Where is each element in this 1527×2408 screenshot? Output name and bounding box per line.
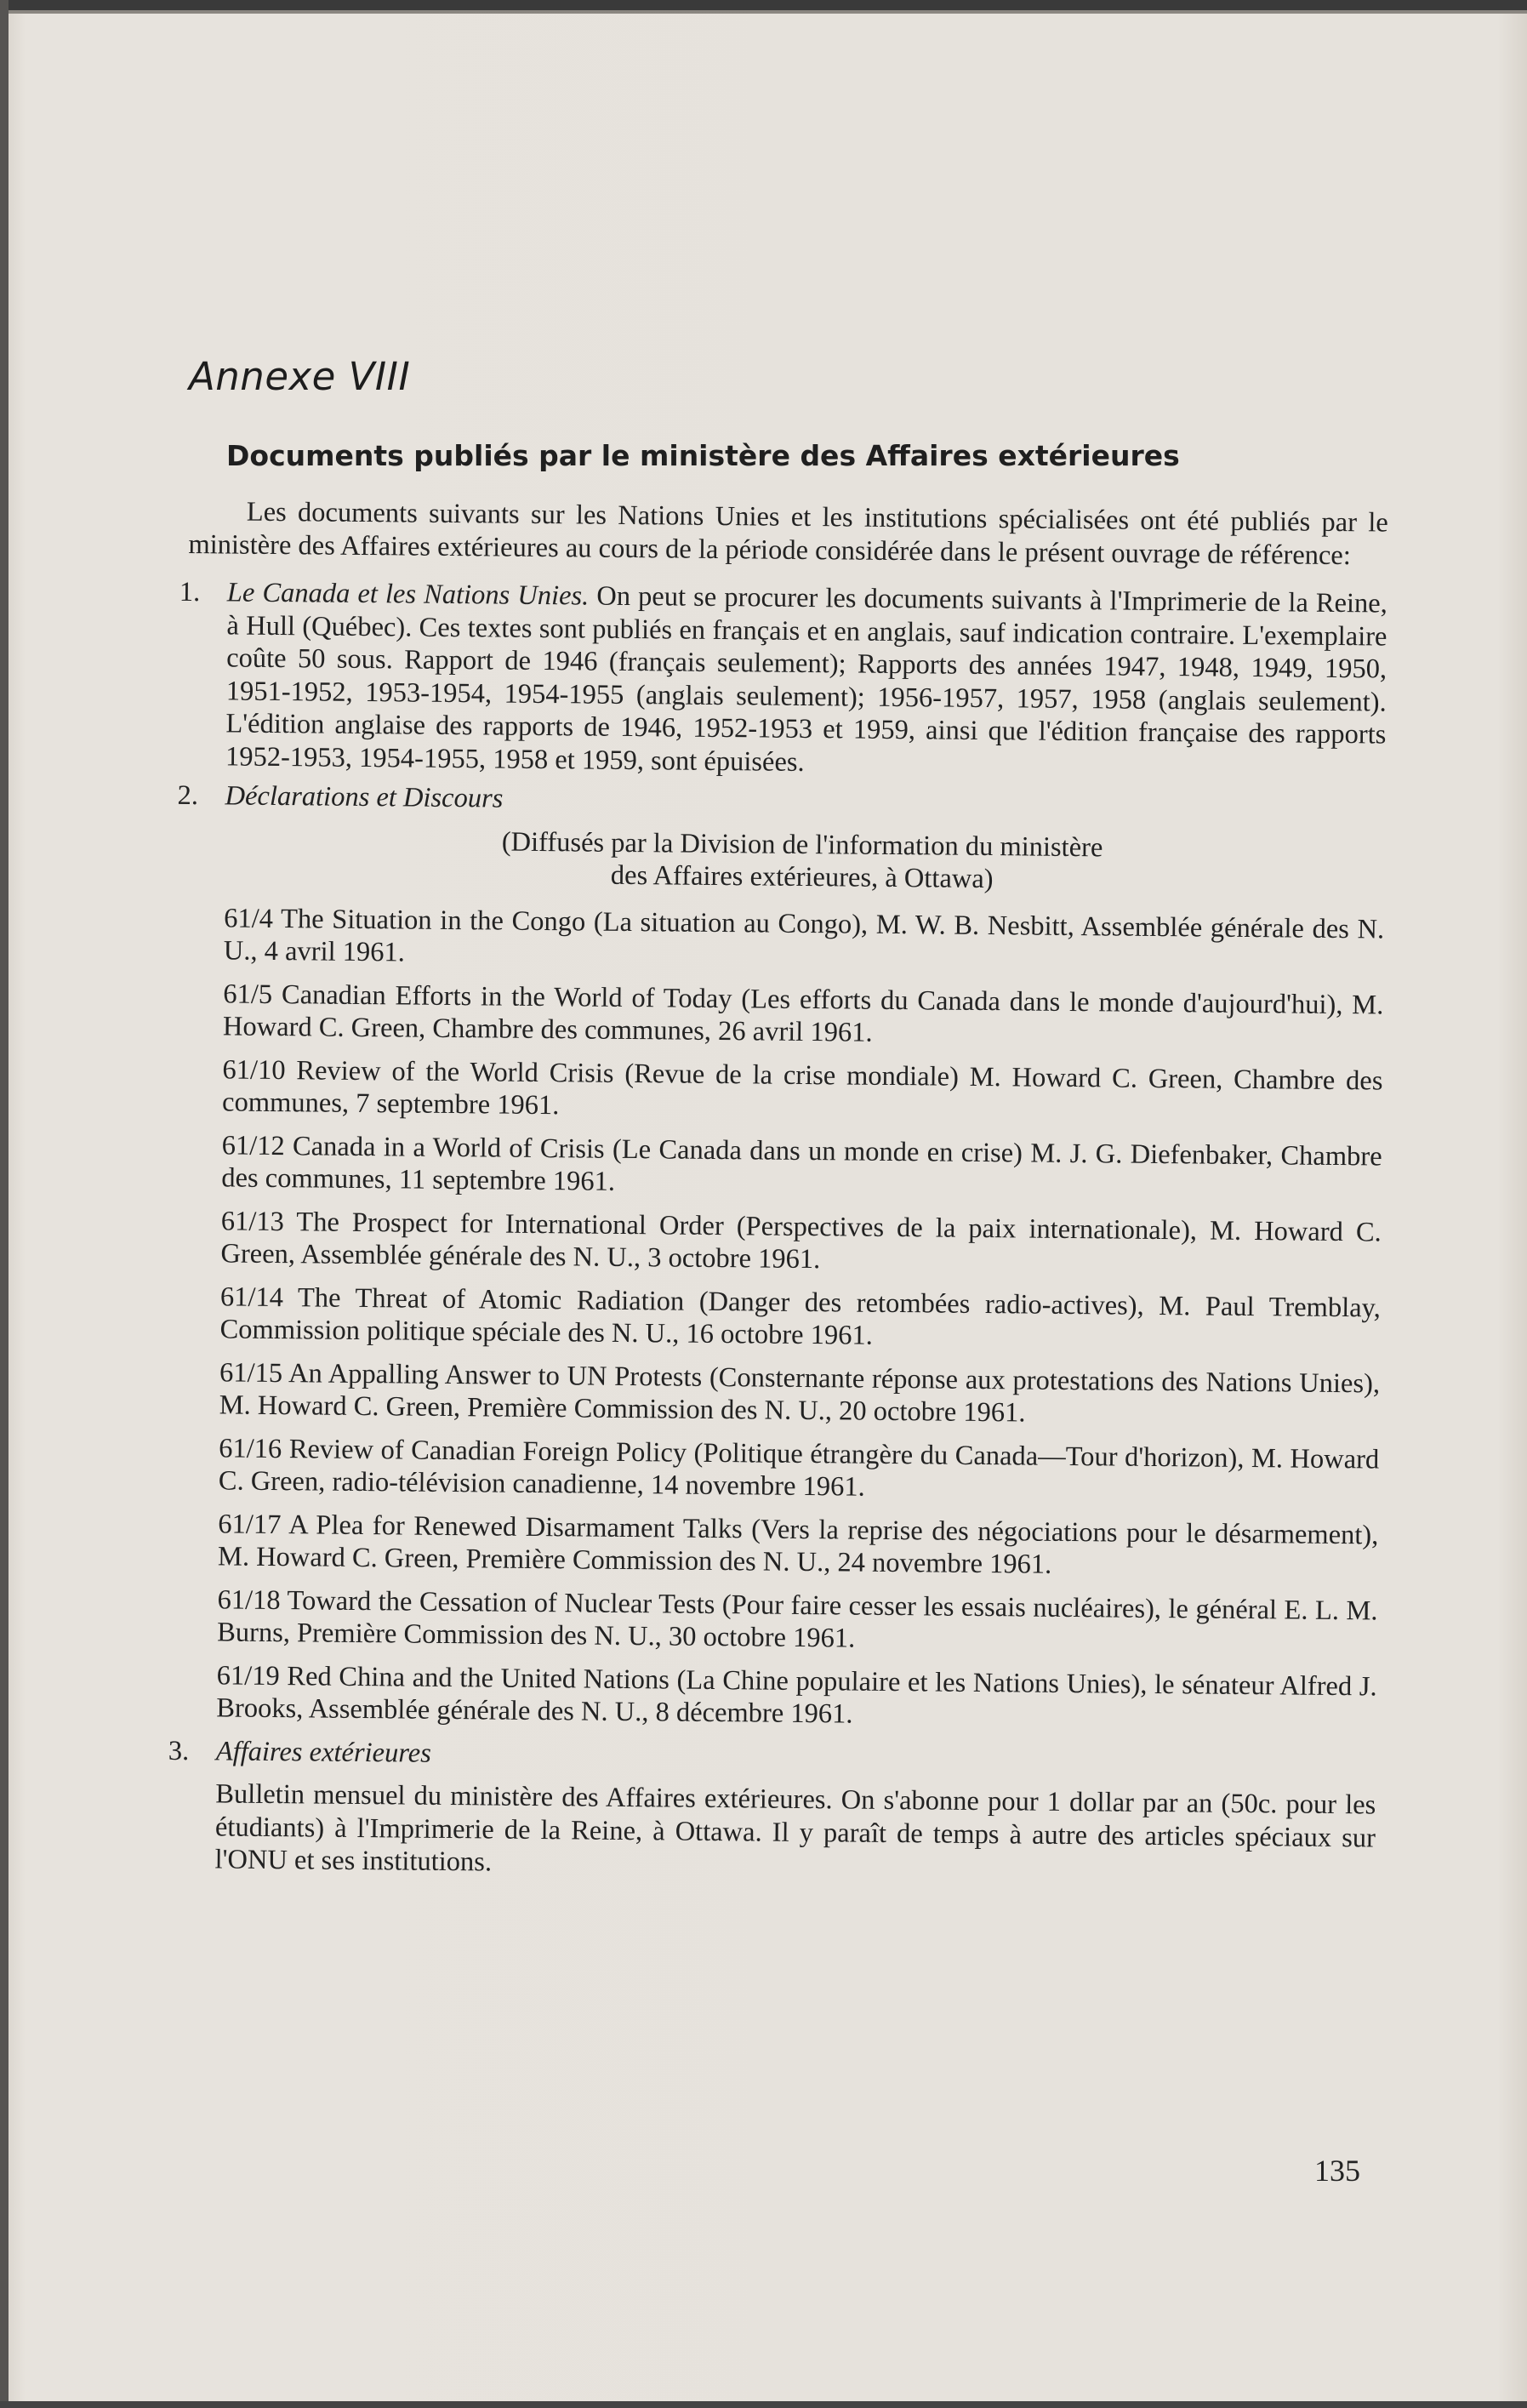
statement-entry: 61/16 Review of Canadian Foreign Policy (Politique étrangère du Canada—Tour d'horizon), M. Howard C. Green, radio-télévision canadienne, 14 novembre 1961.: [218, 1432, 1380, 1503]
item-heading: Déclarations et Discours: [225, 780, 504, 814]
section-title: Documents publiés par le ministère des Affaires extérieures: [226, 439, 1180, 472]
item-heading: Le Canada et les Nations Unies.: [226, 577, 590, 612]
annex-title: Annexe VIII: [189, 354, 411, 399]
item-number: 1.: [179, 576, 201, 608]
distribution-note: [185, 822, 1386, 899]
page-number: 135: [1314, 2154, 1360, 2188]
note-line: des Affaires extérieures, à Ottawa): [610, 859, 994, 895]
item-text: On peut se procurer les documents suivants à l'Imprimerie de la Reine, à Hull (Québec). Ces textes sont publiés en français et en anglais, sauf indication contraire. L'exemplaire coûte 50 sous. Rapport de 1946 (français seulement); Rapports des années 1947, 1948, 1949, 1950, 1951-1952, 1953-1954, 1954-1955 (anglais seulement); 1956-1957, 1957, 1958 (anglais seulement). L'édition anglaise des rapports de 1946, 1952-1953 et 1959, ainsi que l'édition française des rapports 1952-1953, 1954-1955, 1958 et 1959, sont épuisées.: [225, 580, 1388, 778]
statement-entry: 61/15 An Appalling Answer to UN Protests (Consternante réponse aux protestations des Nations Unies), M. Howard C. Green, Première Commission des N. U., 20 octobre 1961.: [219, 1356, 1381, 1429]
page-top-shadow: [0, 10, 1527, 14]
item-number: 3.: [168, 1735, 190, 1766]
statement-entry: 61/17 A Plea for Renewed Disarmament Talks (Vers la reprise des négociations pour le désarmement), M. Howard C. Green, Première Commission des N. U., 24 novembre 1961.: [217, 1508, 1379, 1580]
statement-entry: 61/10 Review of the World Crisis (Revue de la crise mondiale) M. Howard C. Green, Chambre des communes, 7 septembre 1961.: [221, 1053, 1383, 1121]
statements-list: [177, 901, 1384, 1735]
list-item-3: [168, 1734, 1376, 1778]
statement-entry: 61/12 Canada in a World of Crisis (Le Canada dans un monde en crise) M. J. G. Diefenbaker, Chambre des communes, 11 septembre 1961.: [221, 1129, 1382, 1197]
statement-entry: 61/19 Red China and the United Nations (La Chine populaire et les Nations Unies), le sénateur Alfred J. Brooks, Assemblée générale des N. U., 8 décembre 1961.: [216, 1659, 1377, 1730]
list-item-1: [179, 576, 1388, 785]
statement-entry: 61/13 The Prospect for International Order (Perspectives de la paix internationale), M. Howard C. Green, Assemblée générale des N. U., 3 octobre 1961.: [220, 1205, 1382, 1275]
item-heading: Affaires extérieures: [215, 1735, 432, 1769]
list-item-2: [177, 779, 1385, 824]
note-line: (Diffusés par la Division de l'information du ministère: [501, 826, 1103, 863]
statement-entry: 61/18 Toward the Cessation of Nuclear Tests (Pour faire cesser les essais nucléaires), le général E. L. M. Burns, Première Commission des N. U., 30 octobre 1961.: [217, 1583, 1378, 1654]
page-left-edge: [0, 0, 9, 2408]
statement-entry: 61/4 The Situation in the Congo (La situation au Congo), M. W. B. Nesbitt, Assemblée générale des N. U., 4 avril 1961.: [223, 902, 1385, 968]
item-number: 2.: [177, 779, 199, 812]
bulletin-paragraph: Bulletin mensuel du ministère des Affaires extérieures. On s'abonne pour 1 dollar par an (50c. pour les étudiants) à l'Imprimerie de la Reine, à Ottawa. Il y paraît de temps à autre des articles spéciaux sur l'ONU et ses institutions.: [214, 1778, 1376, 1878]
document-body: [168, 495, 1388, 1887]
page-bottom-edge: [0, 2401, 1527, 2408]
intro-paragraph: Les documents suivants sur les Nations Unies et les institutions spécialisées ont été publiés par le ministère des Affaires extérieures au cours de la période considérée dans le présent ouvrage de référence:: [188, 496, 1388, 571]
page-top-edge: [0, 0, 1527, 10]
statement-entry: 61/5 Canadian Efforts in the World of Today (Les efforts du Canada dans le monde d'aujourd'hui), M. Howard C. Green, Chambre des communes, 26 avril 1961.: [222, 978, 1384, 1048]
statement-entry: 61/14 The Threat of Atomic Radiation (Danger des retombées radio-actives), M. Paul Tremblay, Commission politique spéciale des N. U., 16 octobre 1961.: [219, 1281, 1382, 1351]
